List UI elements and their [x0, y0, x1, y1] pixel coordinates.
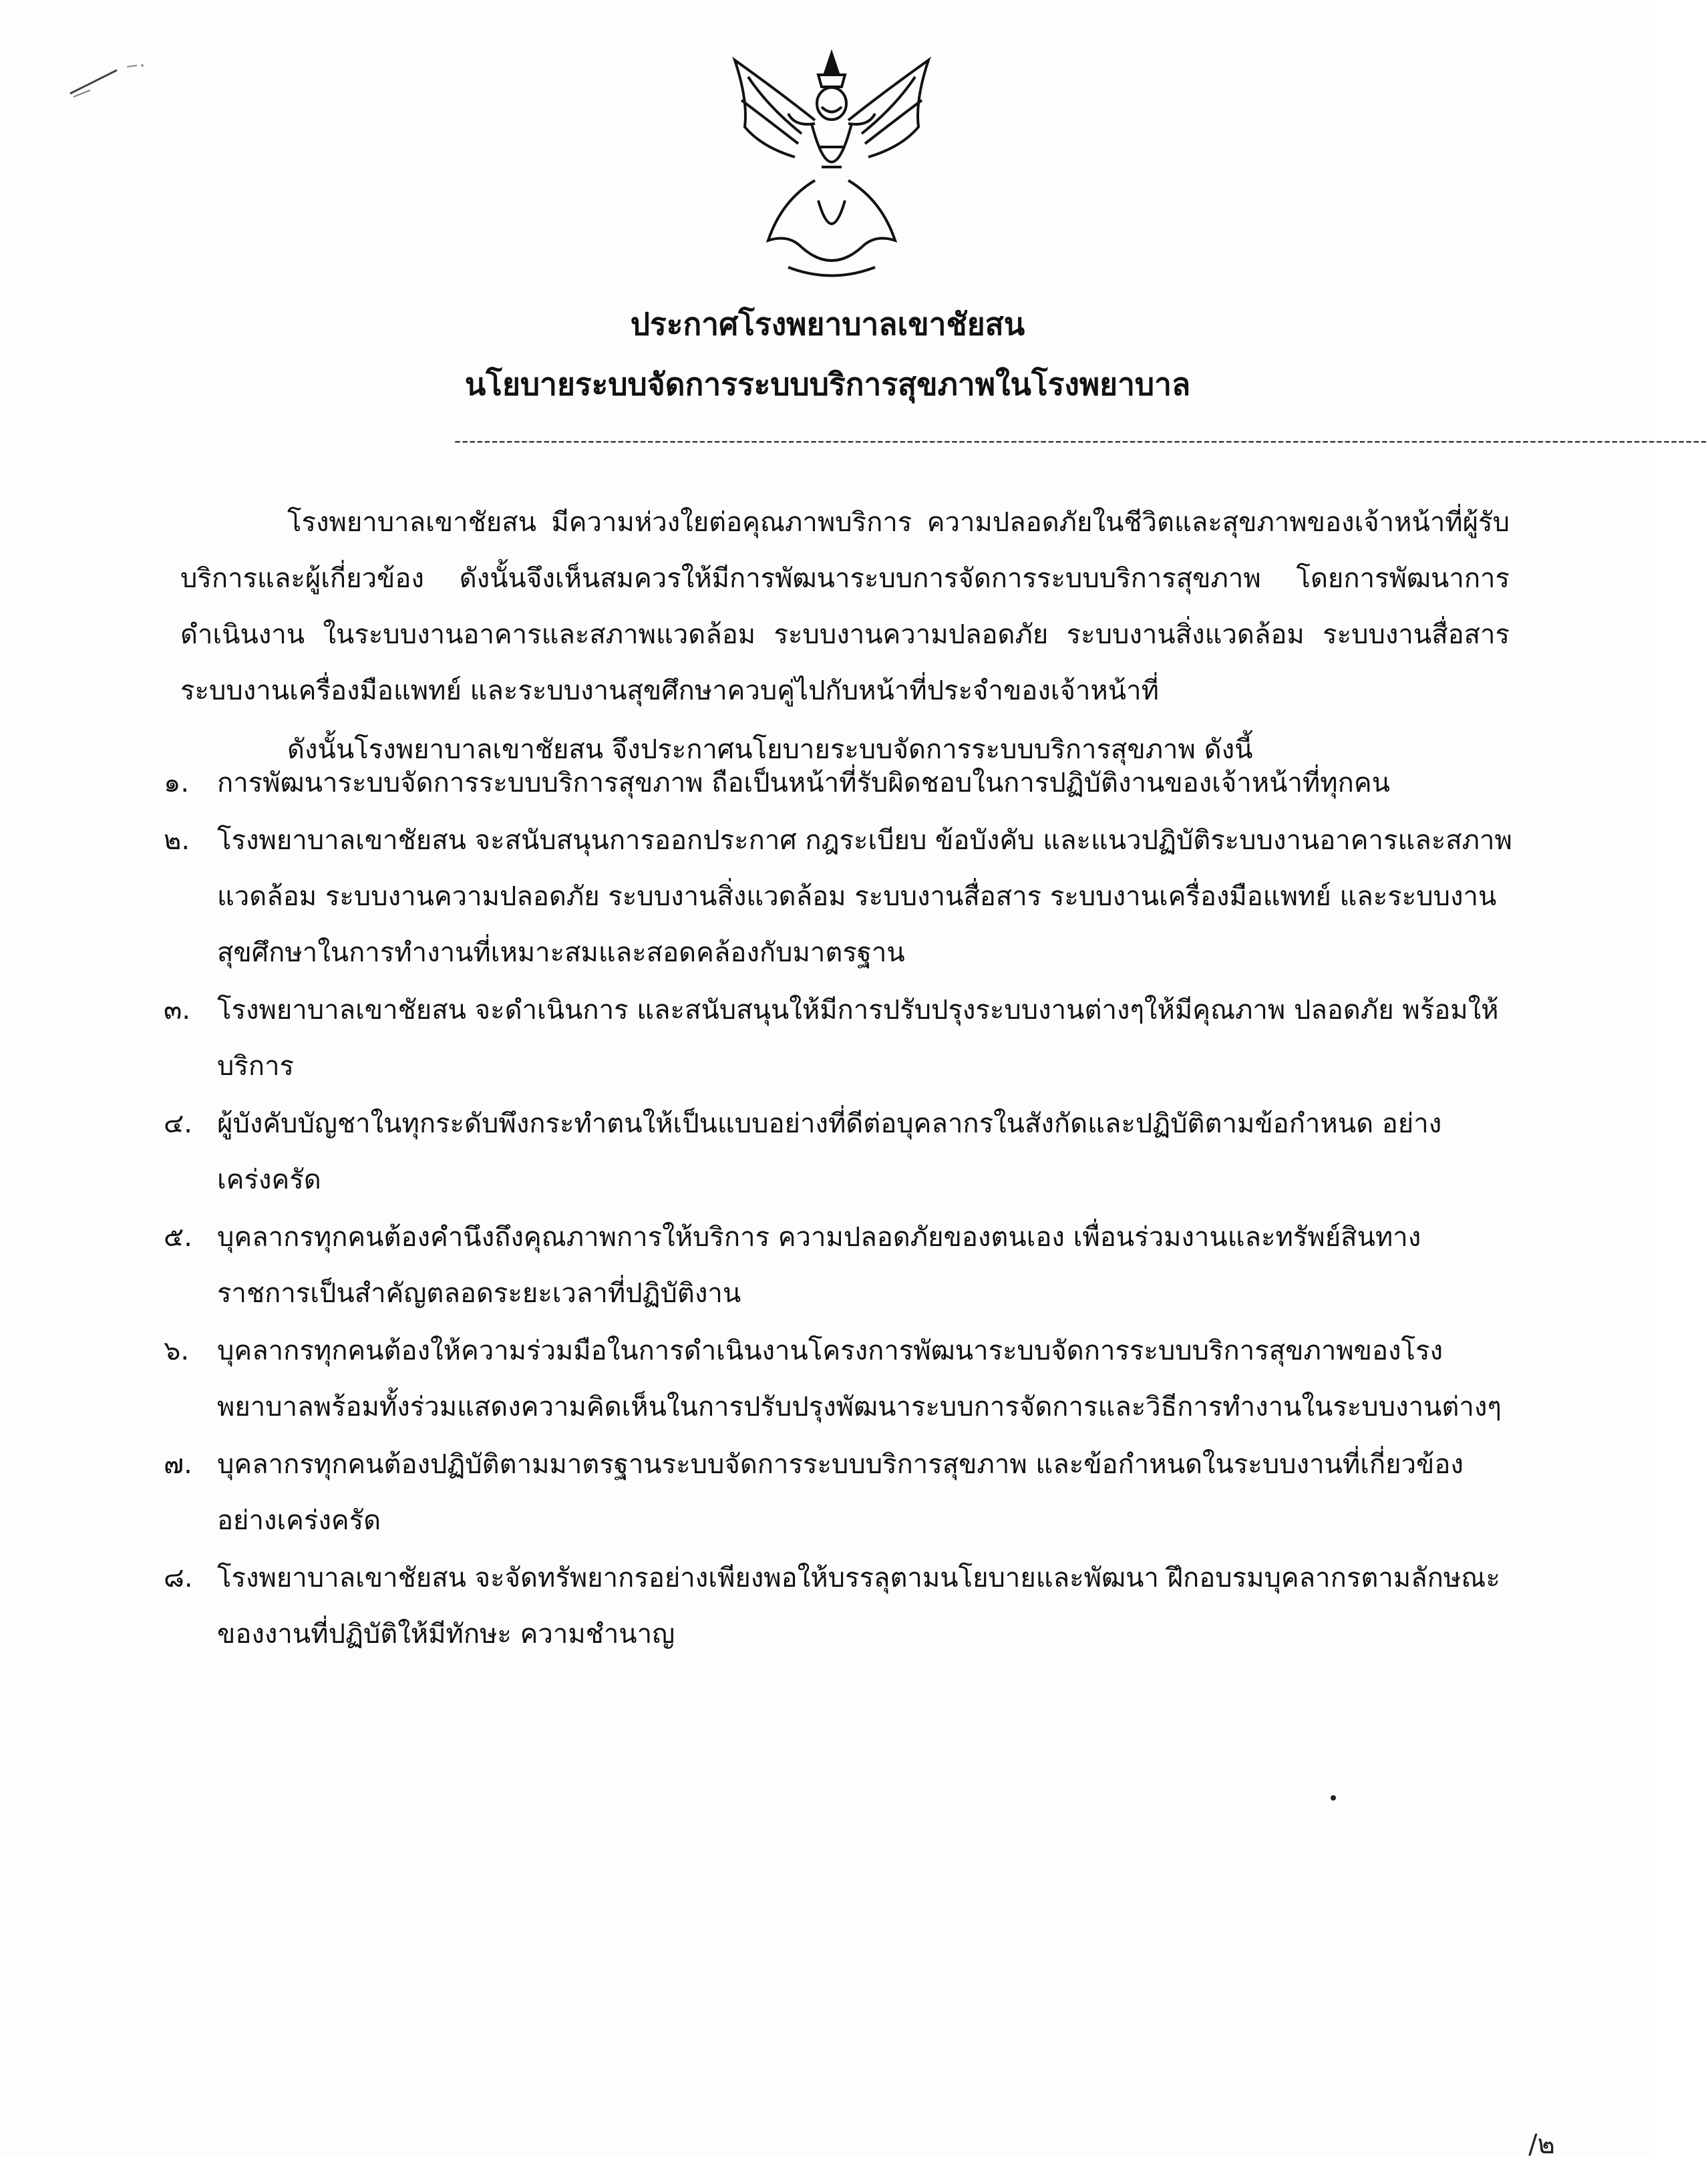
policy-text: โรงพยาบาลเขาชัยสน จะสนับสนุนการออกประกาศ กฎระเบียบ ข้อบังคับ และแนวปฏิบัติระบบงานอาคารและสภาพแวดล้อม ระบบงานความปลอดภัย ระบบงานสิ่งแวดล้อม ระบบงานสื่อสาร ระบบงานเครื่องมือแพทย์ และระบบงานสุขศึกษาในการทำงานที่เหมาะสมและสอดคล้องกับมาตรฐาน	[217, 825, 1512, 968]
intro-paragraph: โรงพยาบาลเขาชัยสน มีความห่วงใยต่อคุณภาพบริการ ความปลอดภัยในชีวิตและสุขภาพของเจ้าหน้าที่ผู้รับบริการและผู้เกี่ยวข้อง ดังนั้นจึงเห็นสมควรให้มีการพัฒนาระบบการจัดการระบบบริการสุขภาพ โดยการพัฒนาการดำเนินงาน ในระบบงานอาคารและสภาพแวดล้อม ระบบงานความปลอดภัย ระบบงานสิ่งแวดล้อม ระบบงานสื่อสาร ระบบงานเครื่องมือแพทย์ และระบบงานสุขศึกษาควบคู่ไปกับหน้าที่ประจำของเจ้าหน้าที่	[180, 507, 1510, 706]
policy-number: ๕.	[164, 1222, 192, 1253]
policy-number: ๓.	[164, 995, 191, 1026]
policy-item	[164, 1096, 1513, 1208]
policy-text: บุคลากรทุกคนต้องให้ความร่วมมือในการดำเนินงานโครงการพัฒนาระบบจัดการระบบบริการสุขภาพของโรงพยาบาลพร้อมทั้งร่วมแสดงความคิดเห็นในการปรับปรุงพัฒนาระบบการจัดการและวิธีการทำงานในระบบงานต่างๆ	[217, 1336, 1502, 1422]
document-title: ประกาศโรงพยาบาลเขาชัยสน	[630, 306, 1025, 342]
page-continuation-marker: /๒	[1528, 2129, 1555, 2160]
title-separator: -------------------------------------------------------------------------------------------------------------------------------------------------------------------------	[454, 430, 1708, 452]
policy-item	[164, 1323, 1513, 1435]
document-subtitle: นโยบายระบบจัดการระบบบริการสุขภาพในโรงพยาบาล	[464, 366, 1191, 402]
policy-number: ๘.	[164, 1563, 193, 1593]
scan-dot	[1331, 1795, 1336, 1801]
policy-item	[164, 982, 1513, 1094]
policy-number: ๗.	[164, 1449, 192, 1480]
policy-number: ๑.	[164, 768, 190, 798]
announcement-paragraph: ดังนั้นโรงพยาบาลเขาชัยสน จึงประกาศนโยบายระบบจัดการระบบบริการสุขภาพ ดังนี้	[287, 734, 1253, 765]
policy-item	[164, 1550, 1513, 1662]
policy-text: บุคลากรทุกคนต้องปฏิบัติตามมาตรฐานระบบจัดการระบบบริการสุขภาพ และข้อกำหนดในระบบงานที่เกี่ยวข้อง อย่างเคร่งครัด	[217, 1449, 1464, 1536]
policy-number: ๒.	[164, 825, 190, 856]
policy-list	[164, 755, 1513, 1664]
policy-text: ผู้บังคับบัญชาในทุกระดับพึงกระทำตนให้เป็นแบบอย่างที่ดีต่อบุคลากรในสังกัดและปฏิบัติตามข้อกำหนด อย่างเคร่งครัด	[217, 1108, 1442, 1195]
policy-number: ๔.	[164, 1108, 192, 1139]
policy-text: การพัฒนาระบบจัดการระบบบริการสุขภาพ ถือเป็นหน้าที่รับผิดชอบในการปฏิบัติงานของเจ้าหน้าที่ทุกคน	[217, 768, 1390, 798]
policy-text: โรงพยาบาลเขาชัยสน จะดำเนินการ และสนับสนุนให้มีการปรับปรุงระบบงานต่างๆให้มีคุณภาพ ปลอดภัย พร้อมให้บริการ	[217, 995, 1499, 1082]
pen-mark-icon	[63, 53, 177, 114]
policy-item	[164, 1436, 1513, 1549]
policy-item	[164, 755, 1513, 811]
policy-item	[164, 812, 1513, 981]
garuda-emblem-icon	[721, 47, 942, 287]
policy-item	[164, 1209, 1513, 1322]
policy-number: ๖.	[164, 1336, 190, 1366]
policy-text: บุคลากรทุกคนต้องคำนึงถึงคุณภาพการให้บริการ ความปลอดภัยของตนเอง เพื่อนร่วมงานและทรัพย์สินทางราชการเป็นสำคัญตลอดระยะเวลาที่ปฏิบัติงาน	[217, 1222, 1421, 1309]
policy-text: โรงพยาบาลเขาชัยสน จะจัดทรัพยากรอย่างเพียงพอให้บรรลุตามนโยบายและพัฒนา ฝึกอบรมบุคลากรตามลักษณะของงานที่ปฏิบัติให้มีทักษะ ความชำนาญ	[217, 1563, 1500, 1650]
